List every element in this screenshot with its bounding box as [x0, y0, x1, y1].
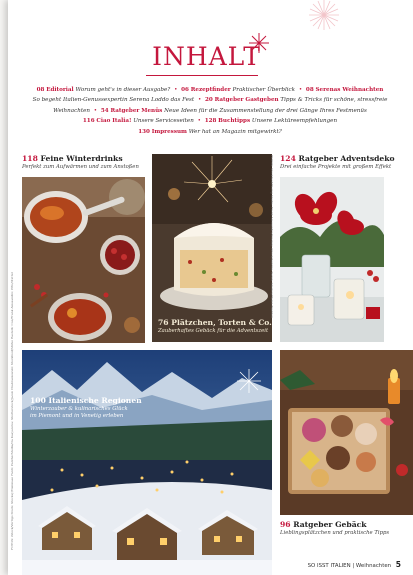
feature-number: 100 [30, 396, 46, 405]
feature-cakes-title [158, 318, 273, 327]
feature-title-text: Plätzchen, Torten & Co. [171, 318, 272, 327]
toc-number: 54 [100, 107, 109, 114]
toc-heading[interactable]: Ratgeber Gastgeben [214, 97, 279, 104]
table-of-contents [20, 85, 400, 137]
toc-heading[interactable]: Editorial [46, 87, 74, 93]
toc-line-1 [20, 85, 400, 95]
toc-number: 20 [205, 97, 213, 104]
toc-description: Wer hat an Magazin mitgewirkt? [188, 128, 282, 135]
feature-baking-title [280, 520, 405, 529]
toc-line-3 [20, 106, 400, 116]
toc-separator: • [298, 87, 303, 93]
toc-description: Weihnachten [53, 107, 90, 114]
toc-heading[interactable]: Ratgeber Menüs [110, 107, 163, 114]
feature-baking-subtitle: Lieblingsplätzchen und praktische Tipps [280, 530, 390, 536]
feature-title-text: Feine Winterdrinks [40, 154, 123, 163]
toc-separator: • [197, 97, 202, 104]
page-title: INHALT [152, 42, 261, 71]
toc-description: Worum geht's in dieser Ausgabe? [75, 87, 171, 93]
snowflake-star-icon [236, 368, 262, 394]
winter-drinks-photo[interactable] [22, 177, 145, 343]
toc-heading[interactable]: Ciao Italia! [96, 118, 132, 125]
magazine-name: SO ISST ITALIEN | Weihnachten [307, 563, 392, 569]
feature-regions-title [30, 396, 180, 405]
feature-number: 124 [280, 154, 296, 163]
advent-deco-photo[interactable] [280, 177, 384, 342]
feature-number: 76 [158, 318, 169, 327]
toc-heading[interactable]: Rezeptfinder [190, 87, 231, 93]
toc-description: Unsere Lektüreempfehlungen [251, 118, 338, 125]
toc-number: 08 [305, 87, 314, 93]
toc-description: Unsere Serviceseiten [133, 118, 194, 125]
toc-line-5 [20, 127, 400, 137]
feature-title-text: Ratgeber Adventsdeko [298, 154, 395, 163]
feature-regions-subtitle: Winterzauber & kulinarisches Glück [30, 406, 128, 412]
italian-regions-photo[interactable] [22, 350, 272, 575]
toc-number: 128 [204, 118, 217, 125]
sparkle-star-icon [248, 32, 270, 54]
toc-separator: • [197, 118, 201, 125]
page-footer [308, 560, 401, 569]
toc-number: 130 [138, 128, 150, 135]
feature-cakes-caption[interactable] [158, 318, 273, 334]
toc-heading[interactable]: Buchtipps [218, 118, 251, 125]
title-underline [146, 75, 258, 76]
feature-deco-subtitle: Drei einfache Projekte mit großem Effekt [280, 164, 392, 170]
page-number: 5 [395, 560, 401, 569]
toc-description: Neue Ideen für die Zusammenstellung der drei Gänge Ihres Festmenüs [164, 107, 367, 114]
feature-drinks-subtitle: Perfekt zum Aufwärmen und zum Anstoßen [22, 164, 139, 170]
toc-number: 08 [36, 87, 45, 93]
feature-deco-title [280, 154, 410, 163]
photo-credits-left: FOTOS: iStock/Vertigo Stock; Stocksy/Tommaso Fanti; PantherMedia/Ira Kasyanova; Shutterstock/Jacek Chabraszewski; Stockfood/Mirko Rastelli; Coe/Frank Alessandro; PBL/Mutter [10, 271, 14, 550]
toc-separator: • [93, 107, 98, 114]
feature-drinks-caption[interactable] [22, 154, 152, 170]
feature-regions-caption[interactable] [30, 396, 180, 419]
toc-heading[interactable]: Serenas Weihnachten [315, 87, 384, 93]
feature-baking-caption[interactable] [280, 520, 405, 536]
photo-credits-right: FOTOS: Stockfood/Eising Studio; Frank Alessandro/Stocksy; iStock/Sabrina Tazun; Stocksy/Helen Rushton [270, 155, 274, 318]
star-decoration-icon [300, 0, 348, 36]
toc-separator: • [174, 87, 178, 93]
feature-number: 96 [280, 520, 291, 529]
toc-description: Tipps & Tricks für schöne, stressfreie [280, 97, 388, 104]
toc-line-2 [20, 95, 400, 105]
toc-description: Praktischer Überblick [232, 87, 296, 93]
toc-number: 116 [82, 118, 95, 125]
feature-drinks-title [22, 154, 152, 163]
toc-description: So begeht Italien-Genussexpertin Serena Loddo das Fest [32, 97, 195, 104]
feature-number: 118 [22, 154, 38, 163]
toc-line-4 [20, 116, 400, 126]
toc-heading[interactable]: Impressum [151, 128, 187, 135]
cookies-photo[interactable] [280, 350, 413, 515]
toc-number: 06 [181, 87, 189, 93]
feature-deco-caption[interactable] [280, 154, 410, 170]
feature-cakes-subtitle: Zauberhaftes Gebäck für die Adventszeit [158, 328, 269, 334]
cake-photo[interactable] [152, 154, 272, 342]
feature-title-text: Italienische Regionen [48, 396, 142, 405]
feature-title-text: Ratgeber Gebäck [293, 520, 367, 529]
feature-regions-subtitle-2: im Piemont und in Venetig erleben [30, 413, 124, 419]
